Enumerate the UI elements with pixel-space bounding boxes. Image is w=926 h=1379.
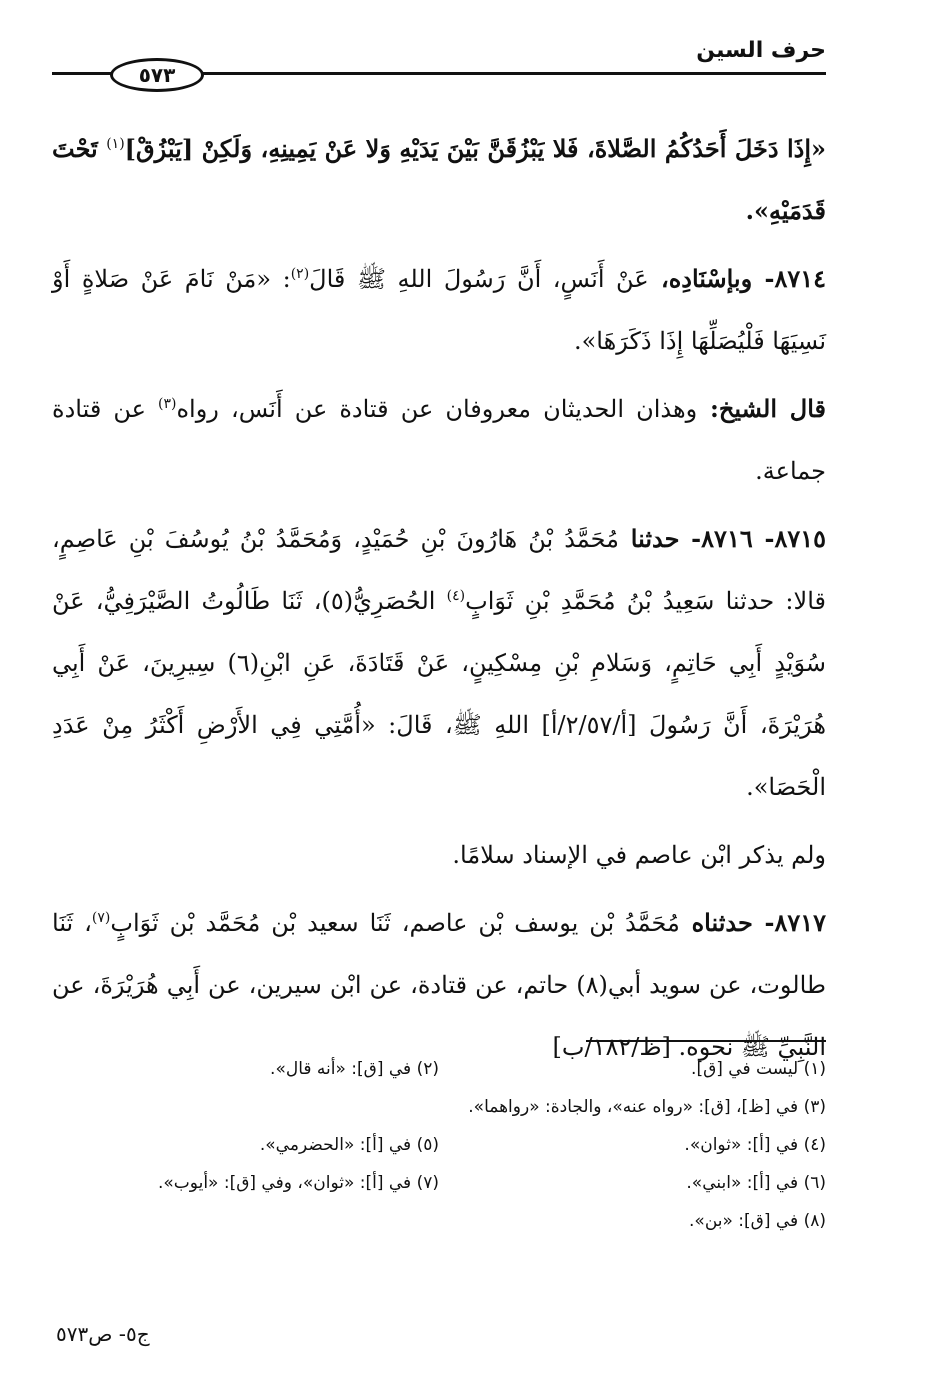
- footnote-row: [52, 1126, 826, 1164]
- paragraph-text-cont: تَحْتَ قَدَمَيْهِ».: [52, 134, 826, 225]
- footnote: (٨) في [ق]: «بن».: [689, 1211, 826, 1231]
- paragraph-text: وهذان الحديثان معروفان عن قتادة عن أَنَس، رواه: [176, 395, 698, 423]
- footnote: (٧) في [أ]: «ثوان»، وفي [ق]: «أيوب».: [158, 1173, 439, 1193]
- footnote-row: [52, 1088, 826, 1126]
- paragraph-text-cont: الحُصَرِيُّ(٥)، ثَنَا طَالُوتُ الصَّيْرَفِيُّ، عَنْ سُوَيْدٍ أَبِي حَاتِمٍ، وَسَلامِ بْنِ مِسْكِينٍ، عَنْ قَتَادَةَ، عَنِ ابْنِ(٦) سِيرِينَ، عَنْ أَبِي هُرَيْرَةَ، أَنَّ رَسُولَ [أ/٢/٥٧/أ] اللهِ ﷺ، قَالَ: «أُمَّتِي فِي الأَرْضِ أَكْثَرُ مِنْ عَدَدِ الْحَصَا».: [52, 587, 826, 801]
- footnote-ref: (١): [106, 136, 125, 152]
- paragraph: [52, 118, 826, 242]
- footnote-row: [52, 1202, 826, 1240]
- paragraph: [52, 378, 826, 502]
- page-number: ٥٧٣: [110, 58, 204, 92]
- footnote: (٦) في [أ]: «ابني».: [686, 1173, 826, 1193]
- main-text: [52, 118, 826, 1084]
- footnote-rule: [586, 1040, 826, 1042]
- page-header: [52, 38, 826, 88]
- paragraph: [52, 824, 826, 886]
- paragraph-lead: وبإسْنَادِه،: [648, 264, 753, 293]
- footnote: (٥) في [أ]: «الحضرمي».: [259, 1135, 439, 1155]
- footnote-row: [52, 1164, 826, 1202]
- paragraph-text: مُحَمَّدُ بْنُ هَارُونَ بْنِ حُمَيْدٍ، وَمُحَمَّدُ بْنُ يُوسُفَ بْنِ عَاصِمٍ، قالا: حدثنا سَعِيدُ بْنُ مُحَمَّدِ بْنِ ثَوَابٍ: [52, 525, 826, 615]
- footnote-ref: (٣): [158, 396, 177, 412]
- paragraph-text: «إِذَا دَخَلَ أَحَدُكُمُ الصَّلاةَ، فَلا يَبْزُقَنَّ بَيْنَ يَدَيْهِ وَلا عَنْ يَمِينِهِ، وَلَكِنْ [يَبْزُقْ]: [124, 134, 827, 163]
- paragraph-text: عَنْ أَنَسٍ، أَنَّ رَسُولَ اللهِ ﷺ قَالَ: [309, 265, 649, 293]
- footnote: (٤) في [أ]: «ثوان».: [684, 1135, 826, 1155]
- page-footer: ج٥- ص٥٧٣: [56, 1322, 150, 1346]
- paragraph-lead: قال الشيخ:: [697, 394, 826, 423]
- footnotes: [52, 1050, 826, 1240]
- footnote: (٣) في [ظ]، [ق]: «رواه عنه»، والجادة: «رواهما».: [468, 1097, 826, 1117]
- hadith-number: ٨٧١٥- ٨٧١٦-: [679, 524, 826, 553]
- paragraph-text-cont: : «مَنْ نَامَ عَنْ صَلاةٍ أَوْ نَسِيَهَا فَلْيُصَلِّهَا إِذَا ذَكَرَهَا».: [52, 265, 826, 355]
- paragraph-text-cont: ، ثَنَا طالوت، عن سويد أبي(٨) حاتم، عن قتادة، عن ابْن سيرين، عن أَبِي هُرَيْرَةَ، عن النَّبِيِّ ﷺ نحوه. [ظ/١٨٢/ب]: [52, 909, 826, 1061]
- footnote-ref: (٧): [91, 910, 111, 926]
- footnote-ref: (٤): [446, 588, 466, 604]
- footnote: (١) ليست في [ق].: [691, 1059, 826, 1079]
- paragraph-text: ولم يذكر ابْن عاصم في الإسناد سلامًا.: [452, 841, 826, 869]
- footnote: (٢) في [ق]: «أنه قال».: [270, 1059, 439, 1079]
- paragraph-text-cont: عن قتادة جماعة.: [52, 395, 826, 485]
- paragraph: [52, 248, 826, 372]
- footnote-row: [52, 1050, 826, 1088]
- paragraph-text: مُحَمَّدُ بْن يوسف بْن عاصم، ثَنَا سعيد بْن مُحَمَّد بْن ثَوَابٍ: [110, 909, 680, 937]
- paragraph-lead: حدثناه: [679, 908, 753, 937]
- paragraph-lead: حدثنا: [619, 524, 680, 553]
- footnote-ref: (٢): [290, 266, 310, 282]
- paragraph: [52, 508, 826, 818]
- hadith-number: ٨٧١٤-: [752, 264, 827, 293]
- hadith-number: ٨٧١٧-: [752, 908, 827, 937]
- chapter-title: حرف السين: [696, 38, 826, 63]
